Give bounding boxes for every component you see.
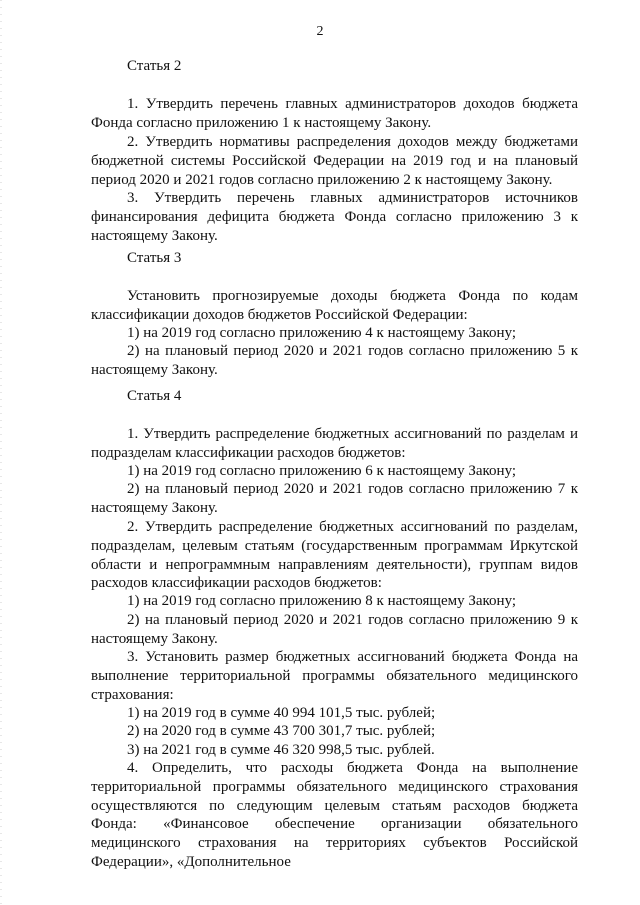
- article-4-item-2-2: 2) на плановый период 2020 и 2021 годов согласно приложению 9 к настоящему Закону.: [91, 612, 578, 647]
- article-4-item-3-1: 1) на 2019 год в сумме 40 994 101,5 тыс. рублей;: [127, 705, 436, 721]
- article-2-paragraph-1: 1. Утвердить перечень главных администраторов доходов бюджета Фонда согласно приложению 1 к настоящему Закону.: [91, 96, 578, 131]
- article-4-item-1-1: 1) на 2019 год согласно приложению 6 к настоящему Закону;: [127, 463, 517, 479]
- article-3-paragraph-1: Установить прогнозируемые доходы бюджета Фонда по кодам классификации доходов бюджетов Российской Федерации:: [91, 288, 578, 323]
- article-2-heading: Статья 2: [127, 58, 182, 74]
- article-4-paragraph-3: 3. Установить размер бюджетных ассигнований бюджета Фонда на выполнение территориальной программы обязательного медицинского страхования:: [91, 649, 578, 703]
- article-4-paragraph-4: 4. Определить, что расходы бюджета Фонда на выполнение территориальной программы обязательного медицинского страхования осуществляются по следующим целевым статьям расходов бюджета Фонда: «Финансовое обеспечение организации обязательного медицинского страхования на территориях субъектов Российской Федерации», «Дополнительное: [91, 760, 578, 870]
- article-4-item-1-2: 2) на плановый период 2020 и 2021 годов согласно приложению 7 к настоящему Закону.: [91, 481, 578, 516]
- article-4-item-2-1: 1) на 2019 год согласно приложению 8 к настоящему Закону;: [127, 593, 517, 609]
- article-3-item-2: 2) на плановый период 2020 и 2021 годов согласно приложению 5 к настоящему Закону.: [91, 343, 578, 378]
- article-3-item-1: 1) на 2019 год согласно приложению 4 к настоящему Закону;: [127, 325, 517, 341]
- article-3-heading: Статья 3: [127, 250, 182, 266]
- article-4-paragraph-2: 2. Утвердить распределение бюджетных ассигнований по разделам, подразделам, целевым статьям (государственным программам Иркутской области и непрограммным направлениям деятельности), группам видов расходов классификации расходов бюджетов:: [91, 519, 578, 592]
- article-4-item-3-2: 2) на 2020 год в сумме 43 700 301,7 тыс. рублей;: [127, 723, 436, 739]
- article-2-paragraph-2: 2. Утвердить нормативы распределения доходов между бюджетами бюджетной системы Российской Федерации на 2019 год и на плановый период 2020 и 2021 годов согласно приложению 2 к настоящему Закону.: [91, 134, 578, 188]
- article-2-paragraph-3: 3. Утвердить перечень главных администраторов источников финансирования дефицита бюджета Фонда согласно приложению 3 к настоящему Закону.: [91, 190, 578, 244]
- article-4-paragraph-1: 1. Утвердить распределение бюджетных ассигнований по разделам и подразделам классификации расходов бюджетов:: [91, 426, 578, 461]
- scan-edge-mark: [0, 0, 2, 905]
- page-number: 2: [316, 24, 324, 39]
- article-4-heading: Статья 4: [127, 388, 182, 404]
- article-4-item-3-3: 3) на 2021 год в сумме 46 320 998,5 тыс. рублей.: [127, 742, 435, 758]
